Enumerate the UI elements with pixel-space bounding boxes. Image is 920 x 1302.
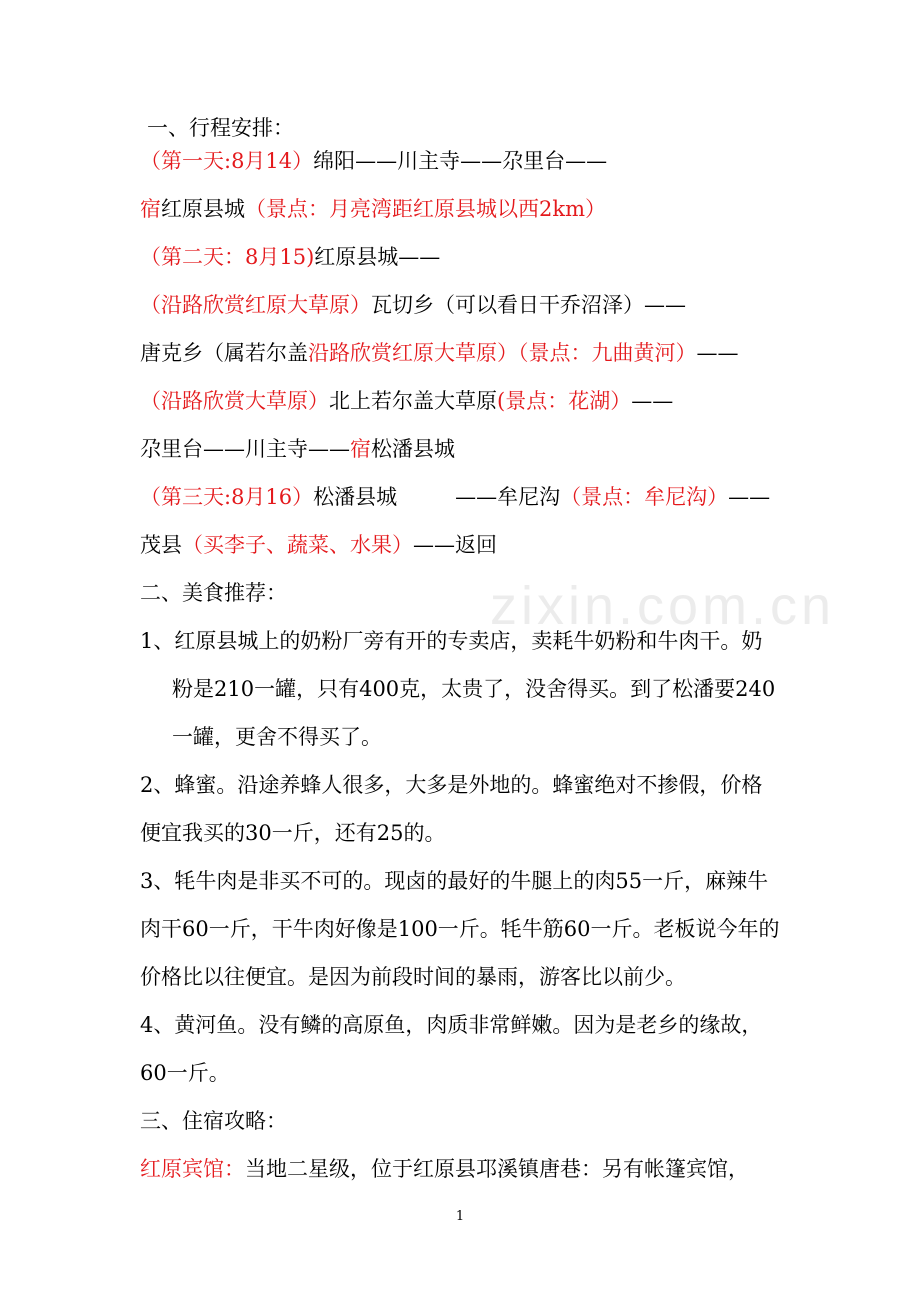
day2-scenery-note-2: 沿路欣赏红原大草原） [308, 341, 518, 365]
day2-route-wache: 瓦切乡（可以看日干乔沼泽）—— [371, 293, 686, 317]
day3-shopping: （买李子、蔬菜、水果） [182, 533, 413, 557]
day3-attraction: （景点：牟尼沟） [560, 485, 729, 509]
day2-route-ruoergai: 北上若尔盖大草原 [329, 389, 497, 413]
day2-attraction-jiuqu: （景点：九曲黄河） [518, 341, 697, 365]
day3-route-mounigou: ——牟尼沟 [455, 485, 561, 509]
day2-route-return: 尕里台——川主寺—— [140, 437, 350, 461]
day2-stay-place: 松潘县城 [371, 437, 455, 461]
day2-scenery-note-3: （沿路欣赏大草原） [140, 389, 329, 413]
day1-route: 绵阳——川主寺——尕里台—— [313, 149, 608, 173]
day3-route-maoxian: 茂县 [140, 533, 182, 557]
day3-line1 [140, 482, 770, 512]
day2-attraction-huahu: (景点：花湖） [497, 389, 632, 413]
day3-return: ——返回 [413, 533, 497, 557]
watermark: zixin.com.cn [490, 576, 836, 636]
food-item1-line3: 一罐，更舍不得买了。 [172, 725, 382, 749]
stay-marker: 宿 [140, 197, 161, 221]
day2-route-tangke: 唐克乡（属若尔盖 [140, 341, 308, 365]
day2-scenery-note: （沿路欣赏红原大草原） [140, 293, 371, 317]
lodging-hotel-line [140, 1154, 749, 1184]
food-item1-line2: 粉是210一罐，只有400克，太贵了，没舍得买。到了松潘要240 [172, 677, 776, 701]
food-item3-line1: 3、牦牛肉是非买不可的。现卤的最好的牛腿上的肉55一斤，麻辣牛 [140, 869, 769, 893]
food-item4-line1: 4、黄河鱼。没有鳞的高原鱼，肉质非常鲜嫩。因为是老乡的缘故， [140, 1013, 763, 1037]
day2-label: （第二天：8月15) [140, 245, 315, 269]
food-item2-line1: 2、蜂蜜。沿途养蜂人很多，大多是外地的。蜂蜜绝对不掺假，价格 [140, 773, 763, 797]
day2-line2 [140, 290, 686, 320]
day2-route-start: 红原县城—— [314, 245, 441, 269]
food-item2-line2: 便宜我买的30一斤，还有25的。 [140, 821, 446, 845]
itinerary-heading: 一、行程安排： [147, 116, 294, 140]
food-item3-line3: 价格比以往便宜。是因为前段时间的暴雨，游客比以前少。 [140, 965, 686, 989]
day3-route-songpan: 松潘县城 [313, 485, 398, 509]
food-item1-line1: 1、红原县城上的奶粉厂旁有开的专卖店，卖耗牛奶粉和牛肉干。奶 [140, 629, 763, 653]
food-item4-line2: 60一斤。 [140, 1061, 230, 1085]
hotel-description: 当地二星级，位于红原县邛溪镇唐巷：另有帐篷宾馆， [245, 1157, 749, 1181]
stay-marker-2: 宿 [350, 437, 371, 461]
day1-attraction: （景点：月亮湾距红原县城以西2km） [245, 197, 606, 221]
day2-line1 [140, 242, 440, 272]
day1-stay-place: 红原县城 [161, 197, 245, 221]
day3-label: （第三天:8月16） [140, 485, 314, 509]
food-item3-line2: 肉干60一斤，干牛肉好像是100一斤。牦牛筋60一斤。老板说今年的 [140, 917, 780, 941]
day1-label: （第一天:8月14） [140, 149, 314, 173]
day2-line5 [140, 434, 455, 464]
day2-line3 [140, 338, 739, 368]
day1-line1 [140, 146, 607, 176]
food-heading: 二、美食推荐： [140, 581, 287, 605]
day3-dash: —— [728, 485, 771, 509]
page-number: 1 [455, 1209, 465, 1224]
lodging-heading: 三、住宿攻略： [140, 1109, 287, 1133]
day2-dash-1: —— [696, 341, 739, 365]
day2-line4 [140, 386, 673, 416]
hotel-name: 红原宾馆： [140, 1157, 245, 1181]
day2-dash-2: —— [631, 389, 674, 413]
day1-line2 [140, 194, 606, 224]
day3-line2 [140, 530, 497, 560]
